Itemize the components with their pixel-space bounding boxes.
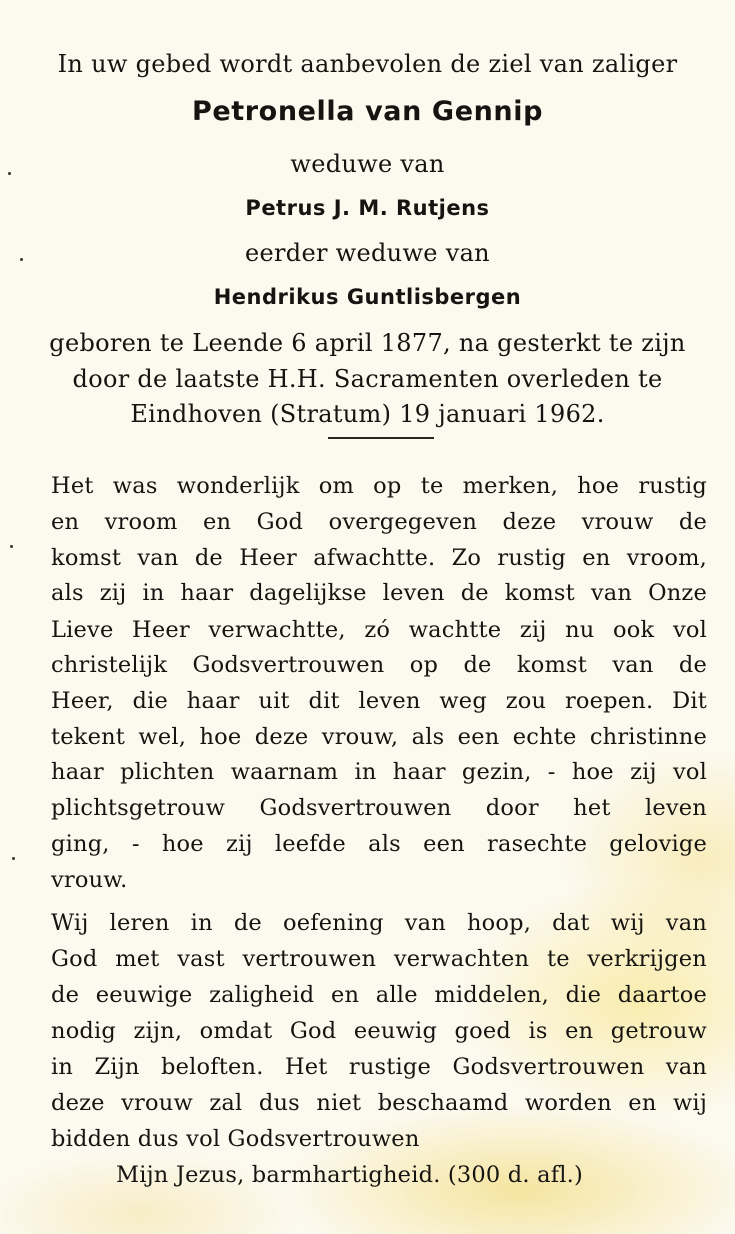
paper-speck	[10, 545, 13, 548]
paragraph-line: ging, - hoe zij leefde als een rasechte gelovige	[51, 831, 707, 857]
paragraph-line: als zij in haar dagelijkse leven de komst van Onze	[51, 580, 707, 606]
closing-prayer: Mijn Jezus, barmhartigheid. (300 d. afl.)	[116, 1162, 583, 1188]
spouse-name: Petrus J. M. Rutjens	[245, 196, 490, 220]
intro-text: In uw gebed wordt aanbevolen de ziel van zaliger	[57, 50, 678, 78]
birth-death-line-3: Eindhoven (Stratum) 19 januari 1962.	[130, 400, 605, 428]
paragraph-line: Het was wonderlijk om op te merken, hoe rustig	[51, 473, 707, 499]
birth-death-line-1: geboren te Leende 6 april 1877, na gesterkt te zijn	[49, 329, 686, 357]
paragraph-line: bidden dus vol Godsvertrouwen	[51, 1126, 420, 1152]
paragraph-line: de eeuwige zaligheid en alle middelen, die daartoe	[51, 982, 707, 1008]
paragraph-line: in Zijn beloften. Het rustige Godsvertrouwen van	[51, 1054, 707, 1080]
paragraph-line: tekent wel, hoe deze vrouw, als een echte christinne	[51, 724, 707, 750]
birth-death-line-2: door de laatste H.H. Sacramenten overleden te	[72, 365, 663, 393]
paragraph-line: en vroom en God overgegeven deze vrouw de	[51, 509, 707, 535]
paper-speck	[12, 857, 15, 860]
paragraph-line: deze vrouw zal dus niet beschaamd worden en wij	[51, 1090, 707, 1116]
paragraph-line: Wij leren in de oefening van hoop, dat wij van	[51, 910, 707, 936]
paragraph-line: God met vast vertrouwen verwachten te verkrijgen	[51, 946, 707, 972]
paragraph-line: vrouw.	[51, 867, 128, 893]
former-spouse-name: Hendrikus Guntlisbergen	[213, 285, 522, 309]
paragraph-line: komst van de Heer afwachtte. Zo rustig en vroom,	[51, 545, 707, 571]
paragraph-line: plichtsgetrouw Godsvertrouwen door het leven	[51, 795, 707, 821]
section-divider	[328, 437, 434, 439]
relation-widow-of: weduwe van	[290, 150, 445, 178]
paragraph-line: Heer, die haar uit dit leven weg zou roepen. Dit	[51, 688, 707, 714]
paragraph-line: haar plichten waarnam in haar gezin, - hoe zij vol	[51, 759, 707, 785]
paragraph-line: Lieve Heer verwachtte, zó wachtte zij nu ook vol	[51, 617, 707, 643]
paragraph-line: christelijk Godsvertrouwen op de komst van de	[51, 652, 707, 678]
relation-earlier-widow-of: eerder weduwe van	[245, 239, 490, 267]
deceased-name: Petronella van Gennip	[191, 96, 544, 127]
paragraph-line: nodig zijn, omdat God eeuwig goed is en getrouw	[51, 1018, 707, 1044]
